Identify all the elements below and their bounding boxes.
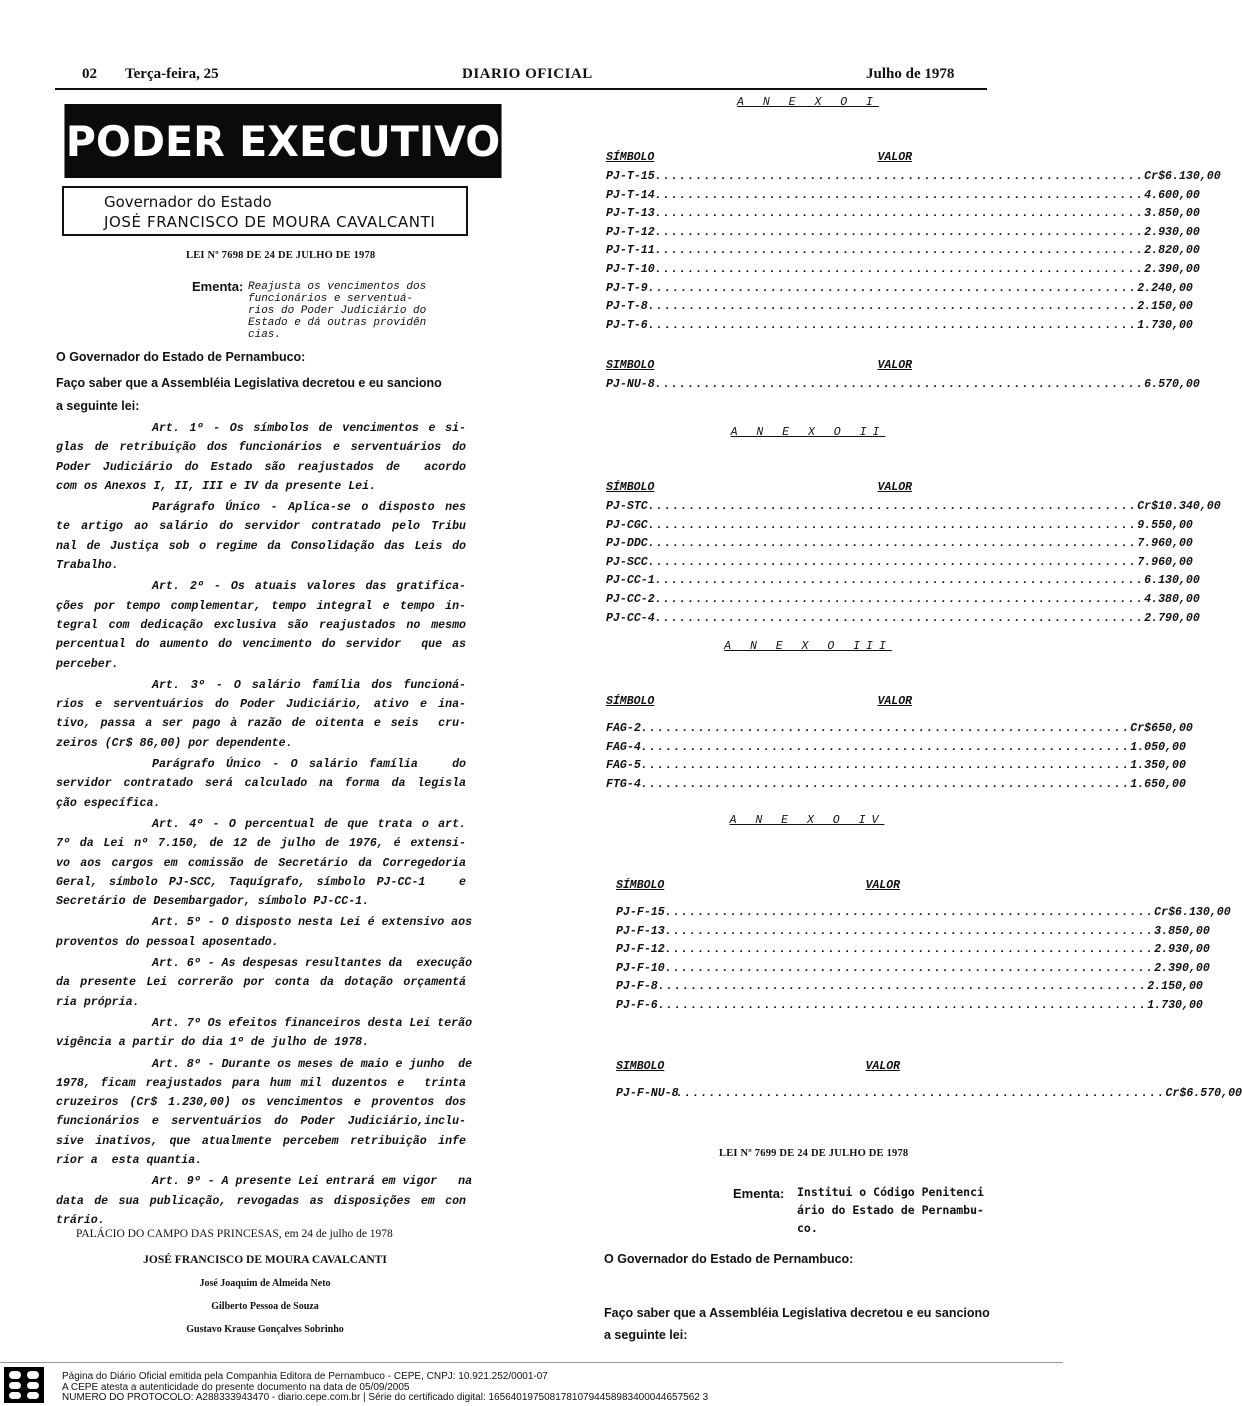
- paper-title: DIARIO OFICIAL: [462, 66, 593, 82]
- article-paragraph: [56, 755, 466, 813]
- amount: 2.390,00: [1154, 961, 1210, 975]
- value-column-header: VALOR: [877, 359, 912, 373]
- ementa-line: funcionários e serventuá-: [248, 293, 414, 305]
- symbol-code: PJ-T-6: [606, 318, 648, 332]
- symbol-code: PJ-SCC: [606, 555, 648, 569]
- paragraph-line: vo aos cargos em comissão de Secretário da Corregedoria: [56, 856, 466, 870]
- annex-row: [606, 262, 1200, 282]
- article-paragraph: [56, 1014, 473, 1053]
- signatory-name: José Joaquim de Almeida Neto: [199, 1278, 331, 1289]
- dot-leader: ............................................................: [654, 262, 1145, 276]
- dot-leader: ............................................................: [647, 537, 1138, 551]
- paragraph-line: glas de retribuição dos funcionários e serventuários do: [56, 441, 466, 455]
- governor-line: O Governador do Estado de Pernambuco:: [56, 350, 306, 364]
- symbol-code: FTG-4: [606, 777, 641, 791]
- annex-row: [616, 961, 1210, 981]
- symbol-code: PJ-F-8: [616, 980, 658, 994]
- annex-row: [606, 300, 1193, 319]
- symbol-column-header: SÍMBOLO: [606, 481, 655, 494]
- governor-box: [62, 186, 468, 236]
- symbol-code: PJ-T-13: [606, 207, 655, 221]
- dot-leader: ............................................................: [654, 611, 1145, 625]
- footer-text: [62, 1372, 708, 1404]
- law2-title: LEI Nº 7699 DE 24 DE JULHO DE 1978: [719, 1148, 909, 1159]
- article-paragraph: [56, 1055, 473, 1171]
- paragraph-line: 7º da Lei nº 7.150, de 12 de julho de 1976, é extensi-: [56, 837, 466, 851]
- symbol-column-header: SÍMBOLO: [616, 879, 665, 892]
- paragraph-line: com os Anexos I, II, III e IV da presente Lei.: [56, 479, 377, 493]
- dot-leader: ............................................................: [640, 722, 1131, 735]
- enactment-line: Faço saber que a Assembléia Legislativa decretou e eu sanciono: [56, 376, 442, 390]
- amount: 6.130,00: [1165, 170, 1221, 183]
- article-paragraph: [56, 913, 473, 952]
- symbol-code: PJ-T-12: [606, 225, 655, 239]
- paragraph-line: data de sua publicação, revogadas as disposições em con: [56, 1194, 466, 1208]
- annex-table-header: [606, 481, 920, 494]
- dot-leader: ............................................................: [654, 244, 1145, 258]
- paragraph-line: proventos do pessoal aposentado.: [56, 935, 279, 949]
- annex-row: [606, 500, 1221, 519]
- symbol-code: PJ-F-6: [616, 998, 658, 1012]
- symbol-code: PJ-F-12: [616, 943, 665, 957]
- amount: 6.130,00: [1144, 574, 1200, 588]
- symbol-code: PJ-T-14: [606, 188, 655, 202]
- value-column-header: VALOR: [865, 1059, 900, 1073]
- dot-leader: ............................................................: [657, 998, 1148, 1012]
- currency: Cr$: [1130, 722, 1152, 735]
- ementa-line: cias.: [248, 329, 282, 341]
- symbol-column-header: SÍMBOLO: [606, 151, 655, 164]
- symbol-code: PJ-T-10: [606, 262, 655, 276]
- enactment-line: a seguinte lei:: [56, 399, 140, 413]
- paragraph-line: rior a esta quantia.: [56, 1153, 203, 1167]
- amount: 1.650,00: [1130, 777, 1186, 791]
- paragraph-line: 1978, ficam reajustados para hum mil duzentos e trinta: [56, 1076, 466, 1090]
- annex-4: [616, 814, 1242, 1105]
- symbol-code: PJ-T-11: [606, 244, 655, 258]
- annex-row: [606, 574, 1200, 593]
- paragraph-line: funcionários e serventuários do Poder Judiciário,inclu-: [56, 1115, 466, 1129]
- paragraph-line: Art. 7º Os efeitos financeiros desta Lei terão: [152, 1016, 473, 1030]
- symbol-code: PJ-CC-2: [606, 592, 655, 606]
- ementa-line: Institui o Código Penitenci: [797, 1185, 984, 1199]
- annex-table-header: [606, 359, 920, 372]
- annex-row: [606, 170, 1221, 189]
- issue-date: Terça-feira, 25: [125, 66, 219, 82]
- paragraph-line: Art. 5º - O disposto nesta Lei é extensivo aos: [152, 916, 473, 930]
- symbol-code: PJ-CGC: [606, 518, 648, 532]
- symbol-code: PJ-F-NU-8: [616, 1086, 679, 1100]
- annex-row: [606, 281, 1193, 301]
- signatory-name: JOSÉ FRANCISCO DE MOURA CAVALCANTI: [143, 1254, 387, 1266]
- dot-leader: ............................................................: [647, 300, 1138, 314]
- paragraph-line: Art. 1º - Os símbolos de vencimentos e si-: [152, 422, 466, 435]
- annex-row: [606, 225, 1200, 245]
- law2-governor-line: O Governador do Estado de Pernambuco:: [604, 1252, 854, 1266]
- amount: 3.850,00: [1144, 207, 1200, 221]
- paragraph-line: ções por tempo complementar, tempo integral e tempo in-: [56, 599, 466, 613]
- annex-table-header: [616, 879, 908, 892]
- law-title: LEI Nº 7698 DE 24 DE JULHO DE 1978: [186, 250, 376, 261]
- value-column-header: VALOR: [877, 695, 912, 708]
- governor-label: Governador do Estado: [104, 193, 272, 211]
- amount: 10.340,00: [1158, 500, 1221, 513]
- annex-1: [606, 96, 1221, 397]
- value-column-header: VALOR: [877, 481, 912, 494]
- footer-line: NUMERO DO PROTOCOLO: A288333943470 - diario.cepe.com.br | Série do certificado digital: 16564019750817810794458983400044657562 3: [62, 1392, 709, 1403]
- page-number: 02: [82, 66, 97, 82]
- article-paragraph: [56, 815, 466, 911]
- amount: 2.930,00: [1154, 943, 1210, 957]
- symbol-column-header: SIMBOLO: [606, 359, 655, 373]
- article-paragraph: [56, 1172, 473, 1230]
- dot-leader: ............................................................: [654, 207, 1145, 221]
- paragraph-line: cruzeiros (Cr$ 1.230,00) os vencimentos e proventos dos: [56, 1096, 466, 1110]
- dot-leader: ............................................................: [654, 225, 1145, 239]
- enactment-line: a seguinte lei:: [604, 1328, 688, 1342]
- paragraph-line: da presente Lei correrão por conta da dotação orçamentá: [56, 976, 466, 990]
- annex-row: [606, 537, 1193, 556]
- symbol-code: PJ-T-9: [606, 281, 648, 295]
- ementa-line: Reajusta os vencimentos dos: [248, 281, 427, 293]
- amount: 2.240,00: [1137, 281, 1193, 295]
- paragraph-line: Trabalho.: [56, 559, 119, 573]
- dot-leader: ............................................................: [640, 759, 1131, 773]
- amount: 1.050,00: [1130, 740, 1186, 754]
- currency: Cr$: [1165, 1086, 1187, 1100]
- symbol-column-header: SIMBOLO: [616, 1059, 665, 1073]
- dot-leader: ............................................................: [664, 943, 1155, 957]
- symbol-code: PJ-STC: [606, 500, 648, 513]
- dot-leader: ............................................................: [640, 740, 1131, 754]
- annex-row: [606, 318, 1193, 338]
- amount: 6.570,00: [1144, 378, 1200, 392]
- footer: [0, 1362, 1063, 1406]
- issue-month-year: Julho de 1978: [866, 66, 955, 82]
- dot-leader: ............................................................: [647, 518, 1138, 532]
- poder-executivo-banner: PODER EXECUTIVO: [64, 104, 501, 178]
- dot-leader: ............................................................: [654, 188, 1145, 202]
- footer-line: Página do Diário Oficial emitida pela Companhia Editora de Pernambuco - CEPE, CNPJ: 10.921.252/0001-07: [62, 1371, 548, 1382]
- dot-leader: ............................................................: [664, 906, 1155, 919]
- paragraph-line: Poder Judiciário do Estado são reajustados de acordo: [56, 460, 466, 474]
- symbol-code: PJ-CC-1: [606, 574, 655, 588]
- paragraph-line: sive inativos, que atualmente percebem retribuição infe: [56, 1134, 466, 1148]
- annex-title: A N E X O III: [724, 640, 892, 653]
- symbol-code: PJ-F-10: [616, 961, 665, 975]
- amount: 3.850,00: [1154, 924, 1210, 938]
- symbol-code: PJ-F-15: [616, 906, 665, 919]
- paragraph-line: tegral com dedicação exclusiva são reajustados no mesmo: [56, 618, 466, 632]
- value-column-header: VALOR: [865, 879, 900, 892]
- paragraph-line: Art. 3º - O salário família dos funcioná-: [152, 678, 466, 692]
- annex-row: [606, 722, 1193, 741]
- amount: 4.600,00: [1144, 188, 1200, 202]
- article-paragraph: [56, 577, 466, 673]
- amount: 9.550,00: [1137, 518, 1193, 532]
- amount: 6.570,00: [1186, 1086, 1242, 1100]
- article-paragraph: [56, 419, 466, 496]
- currency: Cr$: [1137, 500, 1159, 513]
- annex-row: [616, 943, 1210, 962]
- dot-leader: ............................................................: [647, 318, 1138, 332]
- annex-row: [606, 777, 1186, 797]
- annex-row: [606, 740, 1186, 760]
- cepe-logo: [4, 1367, 44, 1403]
- paragraph-line: Parágrafo Único - Aplica-se o disposto nes: [152, 501, 466, 515]
- amount: 7.960,00: [1137, 555, 1193, 569]
- annex-row: [616, 980, 1203, 999]
- paragraph-line: Art. 4º - O percentual de que trata o art.: [152, 817, 466, 831]
- annex-table-header: [606, 151, 920, 164]
- law-body: [56, 419, 473, 1230]
- paragraph-line: Art. 9º - A presente Lei entrará em vigor na: [152, 1175, 473, 1189]
- symbol-code: PJ-NU-8: [606, 378, 655, 392]
- paragraph-line: perceber.: [56, 657, 119, 671]
- article-paragraph: [56, 954, 473, 1012]
- amount: 650,00: [1151, 722, 1193, 735]
- paragraph-line: nal de Justiça sob o regime da Consolidação das Leis do: [56, 539, 466, 553]
- article-paragraph: [56, 498, 466, 575]
- law2-enactment-clause: [604, 1302, 998, 1346]
- amount: 2.150,00: [1137, 300, 1193, 314]
- annex-row: [606, 592, 1200, 612]
- annex-row: [606, 518, 1193, 538]
- amount: 7.960,00: [1137, 537, 1193, 551]
- annex-table-header: [606, 695, 920, 708]
- annex-title: A N E X O I: [737, 96, 879, 109]
- annex-row: [606, 188, 1200, 208]
- dot-leader: ............................................................: [654, 378, 1145, 392]
- ementa-label: Ementa:: [192, 279, 244, 294]
- paragraph-line: Art. 6º - As despesas resultantes da execução: [152, 957, 473, 971]
- symbol-column-header: SÍMBOLO: [606, 695, 655, 708]
- amount: 1.730,00: [1137, 318, 1193, 332]
- dot-leader: ............................................................: [640, 777, 1131, 791]
- paragraph-line: Art. 8º - Durante os meses de maio e junho de: [152, 1057, 473, 1071]
- symbol-code: FAG-4: [606, 740, 641, 754]
- closing-place-date: PALÁCIO DO CAMPO DAS PRINCESAS, em 24 de julho de 1978: [76, 1228, 393, 1240]
- annex-table-header: [616, 1060, 908, 1073]
- dot-leader: ............................................................: [647, 281, 1138, 295]
- amount: 2.820,00: [1144, 244, 1200, 258]
- paragraph-line: Geral, símbolo PJ-SCC, Taquígrafo, símbolo PJ-CC-1 e: [56, 875, 466, 889]
- value-column-header: VALOR: [877, 151, 912, 164]
- amount: 4.380,00: [1144, 592, 1200, 606]
- annex-row: [616, 924, 1210, 944]
- signatures: [60, 1249, 470, 1341]
- currency: Cr$: [1144, 170, 1166, 183]
- dot-leader: ............................................................: [647, 500, 1138, 513]
- paragraph-line: trário.: [56, 1213, 105, 1227]
- dot-leader: ............................................................: [654, 574, 1145, 588]
- header-rule: [55, 88, 987, 90]
- amount: 2.390,00: [1144, 262, 1200, 276]
- governor-name: JOSÉ FRANCISCO DE MOURA CAVALCANTI: [104, 213, 436, 231]
- annex-row: [606, 207, 1200, 226]
- dot-leader: ............................................................: [664, 924, 1155, 938]
- paragraph-line: servidor contratado será calculado na forma da legisla: [56, 777, 466, 791]
- annex-2: [606, 426, 1221, 630]
- annex-row: [606, 378, 1200, 397]
- dot-leader: ............................................................: [657, 980, 1148, 994]
- law2-ementa-label: Ementa:: [733, 1186, 785, 1201]
- annex-title: A N E X O II: [730, 426, 886, 439]
- article-paragraph: [56, 676, 466, 753]
- annex-row: [606, 611, 1200, 631]
- amount: 2.790,00: [1144, 611, 1200, 625]
- paragraph-line: tivo, passa a ser pago à razão de oitenta e seis cru-: [56, 717, 466, 731]
- annex-row: [616, 906, 1231, 925]
- dot-leader: ............................................................: [654, 170, 1145, 183]
- symbol-code: PJ-F-13: [616, 924, 665, 938]
- enactment-line: Faço saber que a Assembléia Legislativa decretou e eu sanciono: [604, 1306, 990, 1320]
- amount: 1.730,00: [1147, 998, 1203, 1012]
- paragraph-line: Secretário de Desembargador, símbolo PJ-CC-1.: [56, 895, 370, 909]
- annex-row: [616, 1086, 1242, 1106]
- dot-leader: ............................................................: [647, 555, 1138, 569]
- paragraph-line: vigência a partir do dia 1º de julho de 1978.: [56, 1036, 370, 1050]
- law2-ementa-text: [797, 1183, 984, 1237]
- enactment-clause: [56, 372, 454, 418]
- annex-row: [616, 998, 1203, 1018]
- amount: 2.150,00: [1147, 980, 1203, 994]
- symbol-code: PJ-CC-4: [606, 611, 655, 625]
- ementa-line: ário do Estado de Pernambu-: [797, 1203, 984, 1217]
- ementa-line: co.: [797, 1221, 818, 1235]
- currency: Cr$: [1154, 906, 1176, 919]
- ementa-line: rios do Poder Judiciário do: [248, 305, 427, 317]
- symbol-code: FAG-2: [606, 722, 641, 735]
- amount: 2.930,00: [1144, 225, 1200, 239]
- paragraph-line: ção específica.: [56, 796, 161, 810]
- paragraph-line: rios e serventuários do Poder Judiciário, ativo e ina-: [56, 698, 466, 712]
- annex-row: [606, 555, 1193, 575]
- ementa-text: [248, 281, 426, 341]
- signatory-name: Gilberto Pessoa de Souza: [211, 1301, 319, 1312]
- symbol-code: PJ-DDC: [606, 537, 648, 551]
- paragraph-line: te artigo ao salário do servidor contratado pelo Tribu: [56, 520, 466, 534]
- annex-row: [606, 759, 1186, 778]
- amount: 1.350,00: [1130, 759, 1186, 773]
- annex-title: A N E X O IV: [729, 814, 885, 827]
- dot-leader: ............................................................: [676, 1086, 1166, 1100]
- symbol-code: PJ-T-15: [606, 170, 655, 183]
- signatory-name: Gustavo Krause Gonçalves Sobrinho: [186, 1324, 344, 1335]
- paragraph-line: ria própria.: [56, 995, 140, 1009]
- dot-leader: ............................................................: [664, 961, 1155, 975]
- symbol-code: PJ-T-8: [606, 300, 648, 314]
- footer-line: A CEPE atesta a autenticidade do presente documento na data de 05/09/2005: [62, 1381, 410, 1393]
- annex-3: [606, 640, 1193, 796]
- paragraph-line: zeiros (Cr$ 86,00) por dependente.: [56, 736, 293, 750]
- symbol-code: FAG-5: [606, 759, 641, 773]
- ementa-line: Estado e dá outras providên: [248, 317, 427, 329]
- paragraph-line: percentual do aumento do vencimento do servidor que as: [56, 638, 466, 652]
- paragraph-line: Parágrafo Único - O salário família do: [152, 758, 466, 772]
- annex-row: [606, 244, 1200, 263]
- amount: 6.130,00: [1175, 906, 1231, 919]
- paragraph-line: Art. 2º - Os atuais valores das gratifica-: [152, 580, 466, 594]
- dot-leader: ............................................................: [654, 592, 1145, 606]
